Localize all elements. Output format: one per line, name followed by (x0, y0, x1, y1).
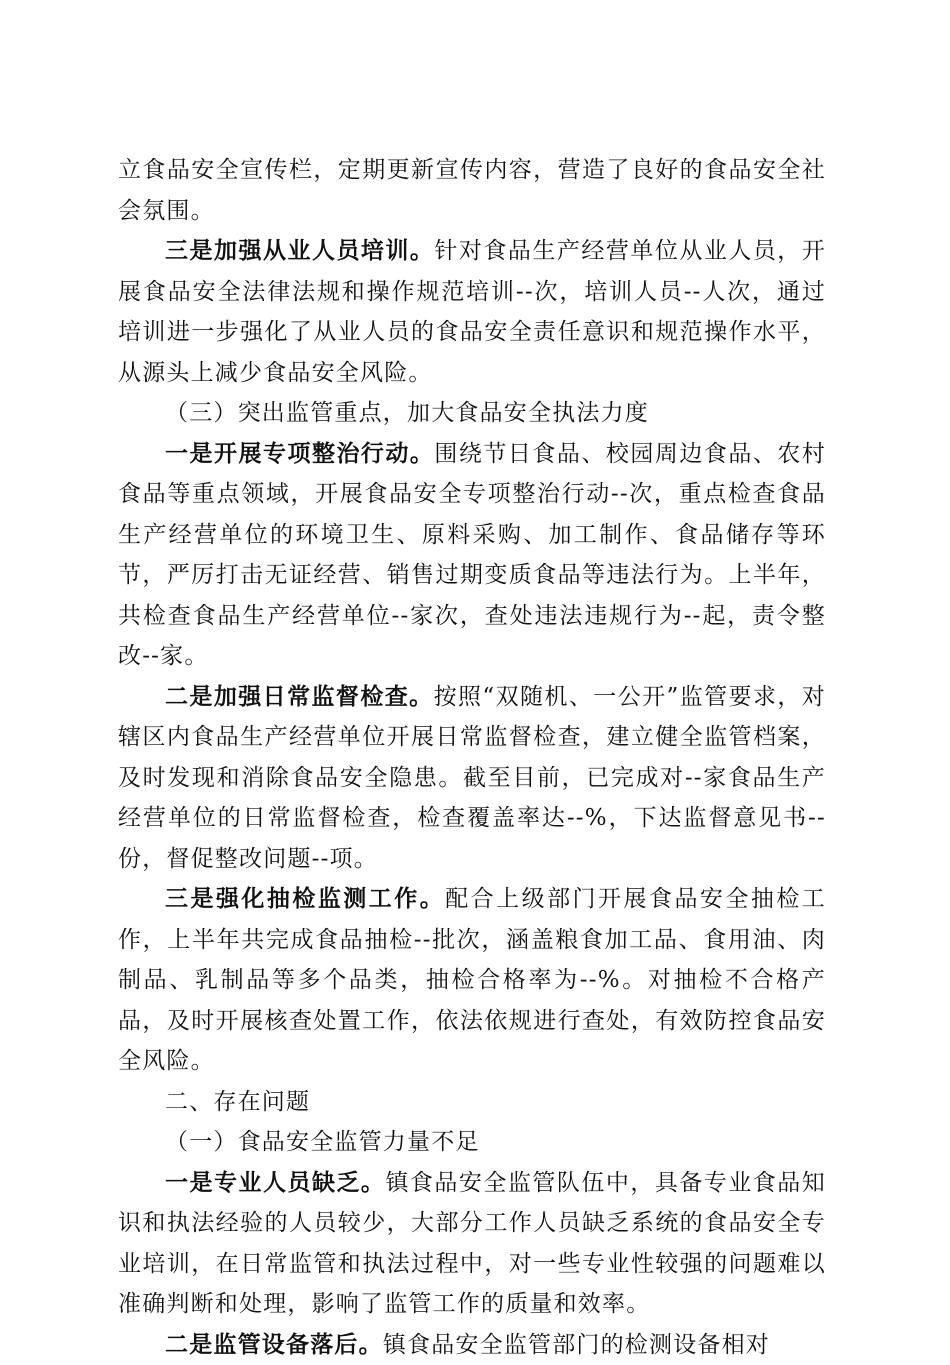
paragraph-lead: 二是监管设备落后。 (165, 1331, 383, 1358)
paragraph-lead: 一是开展专项整治行动。 (165, 440, 434, 467)
paragraph-text: 镇食品安全监管队伍中，具备专业食品知识和执法经验的人员较少，大部分工作人员缺乏系统的食品安全专业培训，在日常监管和执法过程中，对一些专业性较强的问题难以准确判断和处理，影响了监管工作的质量和效率。 (118, 1170, 826, 1318)
paragraph-lack-of-experts (118, 1163, 826, 1325)
paragraph-continuation (118, 150, 826, 231)
paragraph-text: 镇食品安全监管部门的检测设备相对 (383, 1332, 770, 1358)
paragraph-outdated-equipment (118, 1325, 826, 1365)
paragraph-text: 针对食品生产经营单位从业人员，开展食品安全法律法规和操作规范培训--次，培训人员--人次，通过培训进一步强化了从业人员的食品安全责任意识和规范操作水平，从源头上减少食品安全风险。 (118, 238, 826, 386)
subsection-heading-enforcement: （三）突出监管重点，加大食品安全执法力度 (118, 393, 826, 434)
paragraph-daily-inspection (118, 677, 826, 880)
section-heading-problems: 二、存在问题 (118, 1082, 826, 1123)
subsection-heading-staffing: （一）食品安全监管力量不足 (118, 1122, 826, 1163)
paragraph-special-campaign (118, 434, 826, 677)
paragraph-staff-training (118, 231, 826, 393)
document-page (118, 150, 826, 1365)
paragraph-lead: 三是强化抽检监测工作。 (165, 885, 445, 912)
paragraph-text: 按照“双随机、一公开”监管要求，对辖区内食品生产经营单位开展日常监督检查，建立健全监管档案，及时发现和消除食品安全隐患。截至目前，已完成对--家食品生产经营单位的日常监督检查，检查覆盖率达--%，下达监督意见书--份，督促整改问题--项。 (118, 684, 826, 872)
paragraph-lead: 二是加强日常监督检查。 (165, 683, 434, 710)
paragraph-text: 配合上级部门开展食品安全抽检工作，上半年共完成食品抽检--批次，涵盖粮食加工品、食用油、肉制品、乳制品等多个品类，抽检合格率为--%。对抽检不合格产品，及时开展核查处置工作，依法依规进行查处，有效防控食品安全风险。 (118, 886, 826, 1074)
paragraph-text: 围绕节日食品、校园周边食品、农村食品等重点领域，开展食品安全专项整治行动--次，重点检查食品生产经营单位的环境卫生、原料采购、加工制作、食品储存等环节，严厉打击无证经营、销售过期变质食品等违法行为。上半年，共检查食品生产经营单位--家次，查处违法违规行为--起，责令整改--家。 (118, 441, 826, 670)
paragraph-lead: 三是加强从业人员培训。 (165, 237, 434, 264)
paragraph-sampling (118, 879, 826, 1082)
paragraph-text: 立食品安全宣传栏，定期更新宣传内容，营造了良好的食品安全社会氛围。 (118, 157, 826, 224)
paragraph-lead: 一是专业人员缺乏。 (165, 1169, 385, 1196)
